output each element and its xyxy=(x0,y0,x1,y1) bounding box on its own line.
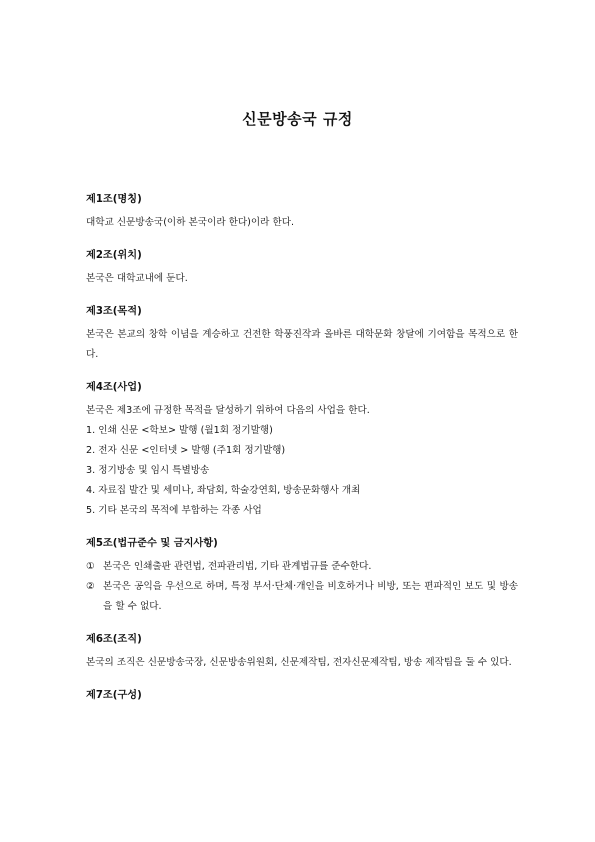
article-heading: 제5조(법규준수 및 금지사항) xyxy=(86,538,218,549)
clause-item xyxy=(86,577,518,617)
article-heading: 제4조(사업) xyxy=(86,382,142,393)
article-6 xyxy=(86,633,518,673)
list-item: 3. 정기방송 및 임시 특별방송 xyxy=(86,465,210,476)
article-heading: 제1조(명칭) xyxy=(86,194,142,205)
article-5 xyxy=(86,537,518,617)
article-intro: 본국은 제3조에 규정한 목적을 달성하기 위하여 다음의 사업을 한다. xyxy=(86,405,370,416)
list-item: 2. 전자 신문 <인터넷 > 발행 (주1회 정기발행) xyxy=(86,445,286,456)
document-title: 신문방송국 규정 xyxy=(242,110,353,128)
article-1 xyxy=(86,193,518,233)
article-heading: 제3조(목적) xyxy=(86,306,142,317)
article-7 xyxy=(86,689,518,703)
list-item: 5. 기타 본국의 목적에 부합하는 각종 사업 xyxy=(86,505,262,516)
article-3 xyxy=(86,305,518,365)
article-2 xyxy=(86,249,518,289)
article-heading: 제2조(위치) xyxy=(86,250,142,261)
list-item: 1. 인쇄 신문 <학보> 발행 (월1회 정기발행) xyxy=(86,425,273,436)
document-content xyxy=(86,193,518,719)
clause-mark: ① xyxy=(86,561,95,572)
clause-text: 본국은 인쇄출판 관련법, 전파관리법, 기타 관계법규를 준수한다. xyxy=(103,561,372,572)
list-item: 4. 자료집 발간 및 세미나, 좌담회, 학술강연회, 방송문화행사 개최 xyxy=(86,485,361,496)
article-heading: 제7조(구성) xyxy=(86,690,142,701)
article-body: 본국의 조직은 신문방송국장, 신문방송위원회, 신문제작팀, 전자신문제작팀, 방송 제작팀을 둘 수 있다. xyxy=(86,657,512,668)
article-heading: 제6조(조직) xyxy=(86,634,142,645)
article-4 xyxy=(86,381,518,521)
article-body: 본국은 본교의 창학 이념을 계승하고 건전한 학풍진작과 올바른 대학문화 창달에 기여함을 목적으로 한다. xyxy=(86,329,518,360)
clause-mark: ② xyxy=(86,581,95,592)
article-body: 대학교 신문방송국(이하 본국이라 한다)이라 한다. xyxy=(86,217,295,228)
clause-text: 본국은 공익을 우선으로 하며, 특정 부서·단체·개인을 비호하거나 비방, 또는 편파적인 보도 및 방송을 할 수 없다. xyxy=(103,581,518,612)
clause-item xyxy=(86,557,518,577)
article-body: 본국은 대학교내에 둔다. xyxy=(86,273,188,284)
